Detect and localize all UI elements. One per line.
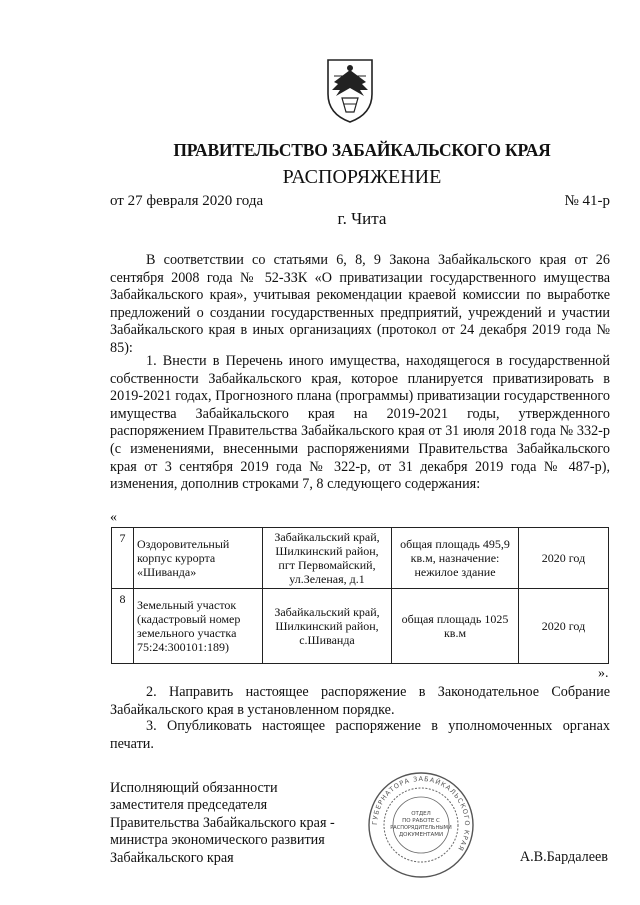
row-number: 8	[112, 589, 134, 664]
insertion-table	[111, 527, 609, 664]
privatization-year: 2020 год	[519, 589, 609, 664]
position-line: Забайкальского края	[110, 849, 234, 866]
table-row	[112, 528, 609, 589]
document-city: г. Чита	[337, 209, 387, 228]
svg-text:РАСПОРЯДИТЕЛЬНЫМИ: РАСПОРЯДИТЕЛЬНЫМИ	[390, 825, 452, 831]
item-1-paragraph: 1. Внести в Перечень иного имущества, находящегося в государственной собственности Забайкальского края, которое планируется приватизировать в 2019-2021 годах, Прогнозного плана (программы) приватизации государственного имущества Забайкальского края на 2019-2021 годы, утвержденного распоряжением Правительства Забайкальского края от 31 июля 2018 года № 332-р (с изменениями, внесенными распоряжениями Правительства Забайкальского края от 3 сентября 2019 года № 322-р, от 31 декабря 2019 года № 487-р), изменения, дополнив строками 7, 8 следующего содержания:	[110, 353, 610, 493]
document-type: РАСПОРЯЖЕНИЕ	[282, 166, 442, 188]
position-line: Исполняющий обязанности	[110, 780, 278, 796]
position-line: Правительства Забайкальского края -	[110, 814, 335, 831]
document-number: № 41-р	[564, 193, 610, 209]
quote-open: «	[110, 510, 117, 525]
coat-of-arms-emblem	[324, 54, 376, 124]
property-area: общая площадь 495,9 кв.м, назначение: нежилое здание	[392, 528, 519, 589]
document-date: от 27 февраля 2020 года	[110, 193, 264, 209]
property-address: Забайкальский край, Шилкинский район, пгт Первомайский, ул.Зеленая, д.1	[263, 528, 392, 589]
signer-name: А.В.Бардалеев	[519, 849, 608, 865]
preamble-paragraph: В соответствии со статьями 6, 8, 9 Закона Забайкальского края от 26 сентября 2008 года № 52-ЗЗК «О приватизации государственного имущества Забайкальского края», учитывая рекомендации краевой комиссии по выработке предложений о создании государственных предприятий, учреждений и участии Забайкальского края в иных организациях (протокол от 24 декабря 2019 года № 85):	[110, 252, 610, 356]
signatory-position	[110, 780, 335, 867]
svg-text:ДОКУМЕНТАМИ: ДОКУМЕНТАМИ	[398, 832, 444, 838]
property-address: Забайкальский край, Шилкинский район, с.Шиванда	[263, 589, 392, 664]
property-name: Земельный участок (кадастровый номер земельного участка 75:24:300101:189)	[134, 589, 263, 664]
stamp-outer-text: ГУБЕРНАТОРА ЗАБАЙКАЛЬСКОГО КРАЯ	[370, 774, 472, 853]
organization-title: ПРАВИТЕЛЬСТВО ЗАБАЙКАЛЬСКОГО КРАЯ	[173, 140, 551, 160]
item-2-paragraph: 2. Направить настоящее распоряжение в Законодательное Собрание Забайкальского края в установленном порядке.	[110, 684, 610, 718]
property-area: общая площадь 1025 кв.м	[392, 589, 519, 664]
position-line: министра экономического развития	[110, 832, 325, 849]
official-seal-stamp	[366, 770, 476, 880]
row-number: 7	[112, 528, 134, 589]
position-line: заместителя председателя	[110, 797, 268, 814]
property-name: Оздоровительный корпус курорта «Шиванда»	[134, 528, 263, 589]
svg-text:ОТДЕЛ: ОТДЕЛ	[411, 811, 431, 817]
svg-text:ПО РАБОТЕ С: ПО РАБОТЕ С	[402, 818, 440, 824]
quote-close: ».	[598, 666, 609, 681]
privatization-year: 2020 год	[519, 528, 609, 589]
item-3-paragraph: 3. Опубликовать настоящее распоряжение в уполномоченных органах печати.	[110, 718, 610, 752]
table-row	[112, 589, 609, 664]
